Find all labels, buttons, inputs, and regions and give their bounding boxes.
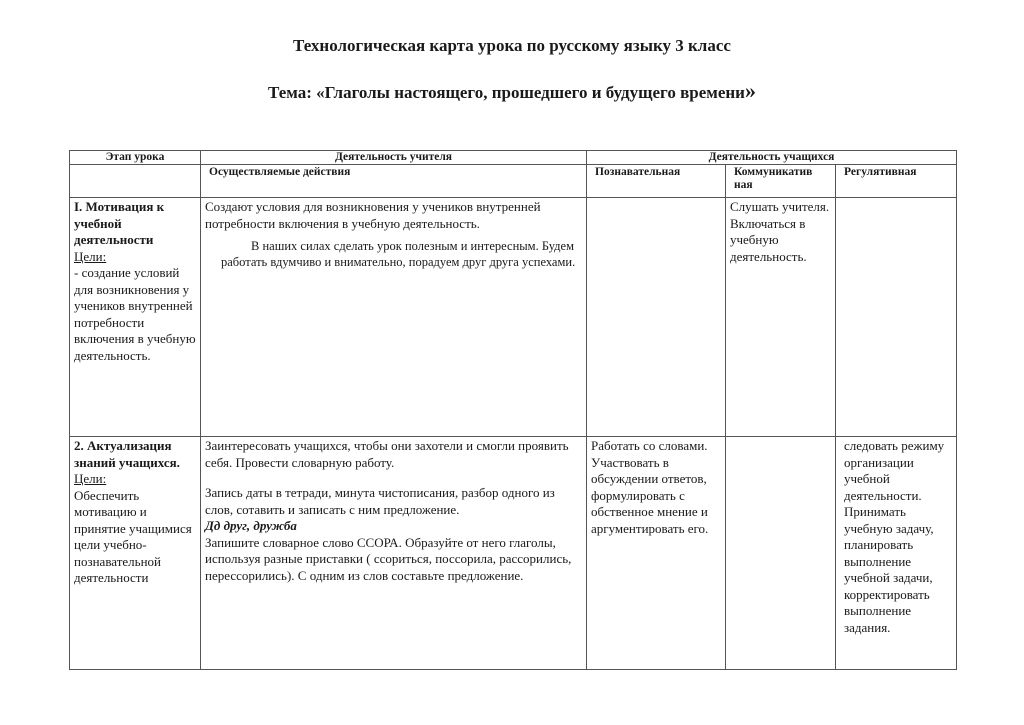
lesson-theme-close-quote: » bbox=[744, 78, 756, 103]
communicative-cell bbox=[726, 437, 836, 670]
stage-title: 2. Актуализация знаний учащихся. bbox=[74, 438, 180, 470]
header-stage: Этап урока bbox=[70, 151, 201, 165]
regulative-cell: следовать режиму организации учебной деятельности. Принимать учебную задачу, планировать выполнение учебной задачи, корректировать выполнение задания. bbox=[836, 437, 957, 670]
header-actions: Осуществляемые действия bbox=[201, 165, 587, 198]
goals-text: Обеспечить мотивацию и принятие учащимися цели учебно-познавательной деятельности bbox=[74, 487, 192, 585]
header-teacher: Деятельность учителя bbox=[201, 151, 587, 165]
cognitive-cell bbox=[587, 198, 726, 437]
goals-label: Цели: bbox=[74, 471, 107, 486]
teacher-cell bbox=[201, 437, 587, 670]
teacher-text: Создают условия для возникновения у учеников внутренней потребности включения в учебную деятельность. bbox=[205, 199, 541, 231]
teacher-quote: В наших силах сделать урок полезным и интересным. Будем работать вдумчиво и внимательно, порадуем друг друга успехами. bbox=[221, 239, 576, 269]
table-row bbox=[70, 198, 957, 437]
header-regulative: Регулятивная bbox=[836, 165, 957, 198]
cognitive-cell: Работать со словами. Участвовать в обсуждении ответов, формулировать с обственное мнение и аргументировать его. bbox=[587, 437, 726, 670]
header-row-2 bbox=[70, 165, 957, 198]
table-row bbox=[70, 437, 957, 670]
header-empty bbox=[70, 165, 201, 198]
teacher-task: Запись даты в тетради, минута чистописания, разбор одного из слов, сотавить и записать с ним предложение. bbox=[205, 485, 555, 517]
header-row-1 bbox=[70, 151, 957, 165]
lesson-theme-text: Тема: «Глаголы настоящего, прошедшего и будущего времени bbox=[268, 83, 745, 102]
teacher-text: Заинтересовать учащихся, чтобы они захотели и смогли проявить себя. Провести словарную работу. bbox=[205, 438, 569, 470]
goals-text: - создание условий для возникновения у учеников внутренней потребности включения в учебную деятельность. bbox=[74, 265, 196, 363]
header-cognitive: Познавательная bbox=[587, 165, 726, 198]
stage-title: I. Мотивация к учебной деятельности bbox=[74, 199, 165, 247]
lesson-theme bbox=[0, 78, 1024, 104]
teacher-cell bbox=[201, 198, 587, 437]
regulative-cell bbox=[836, 198, 957, 437]
page-title: Технологическая карта урока по русскому языку 3 класс bbox=[293, 36, 731, 55]
communicative-cell: Слушать учителя. Включаться в учебную деятельность. bbox=[726, 198, 836, 437]
goals-label: Цели: bbox=[74, 248, 107, 264]
stage-cell bbox=[70, 198, 201, 437]
lesson-map-table bbox=[69, 150, 957, 670]
vocabulary-task: Запишите словарное слово ССОРА. Образуйте от него глаголы, используя разные приставки ( ссориться, поссорила, рассорились, перессорились). С одним из слов составьте предложение. bbox=[205, 534, 572, 583]
stage-cell bbox=[70, 437, 201, 670]
header-students: Деятельность учащихся bbox=[587, 151, 957, 165]
header-communicative: Коммуникатив ная bbox=[726, 165, 836, 198]
calligraphy-letters: Дд друг, дружба bbox=[205, 518, 297, 533]
